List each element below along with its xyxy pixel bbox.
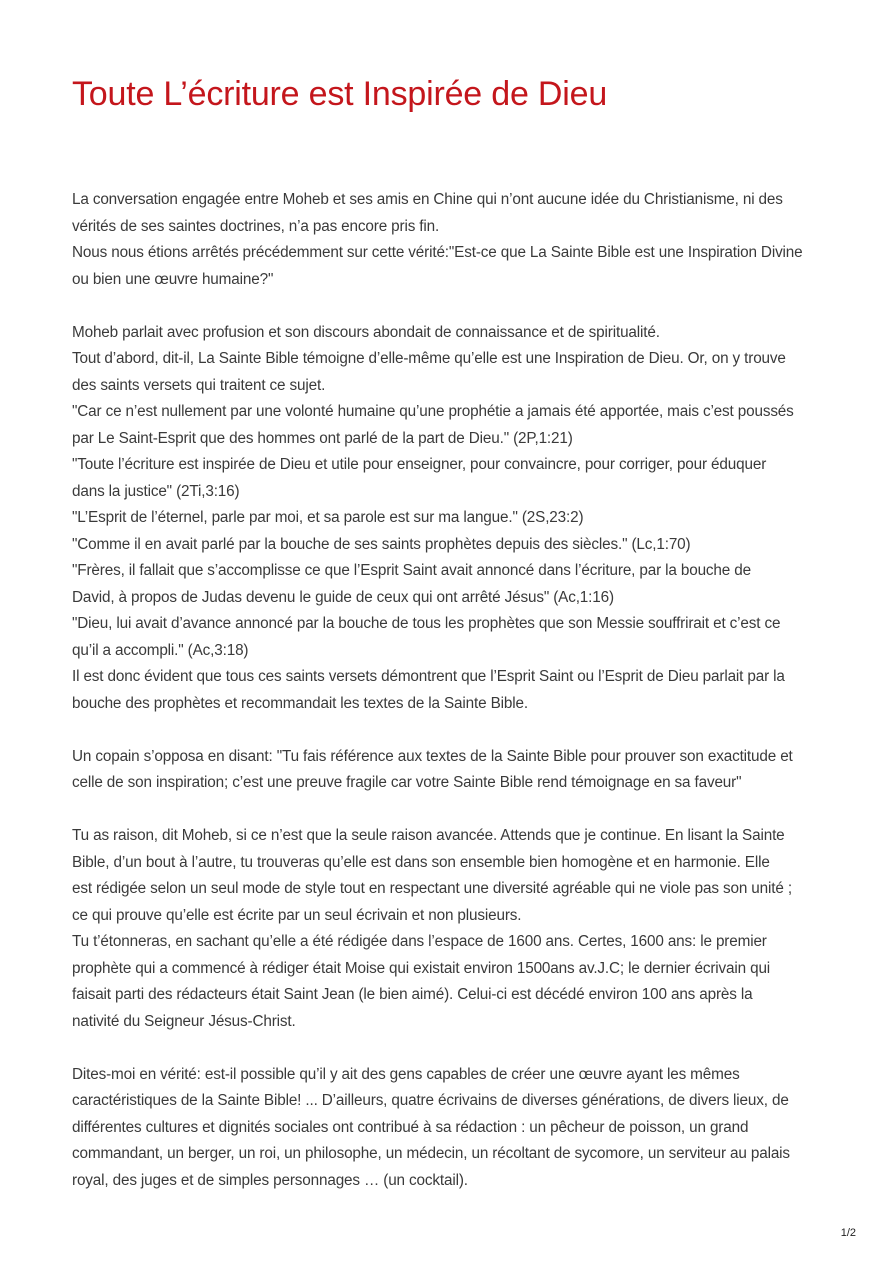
text-line: "Frères, il fallait que s’accomplisse ce que l’Esprit Saint avait annoncé dans l’écriture, par la bouche de <box>72 562 751 579</box>
paragraph <box>72 320 838 718</box>
paragraph <box>72 744 838 797</box>
text-line: Nous nous étions arrêtés précédemment sur cette vérité:"Est-ce que La Sainte Bible est une Inspiration Divine <box>72 244 803 261</box>
text-line: vérités de ses saintes doctrines, n’a pas encore pris fin. <box>72 217 440 235</box>
text-line: commandant, un berger, un roi, un philosophe, un médecin, un récoltant de sycomore, un serviteur au palais <box>72 1145 790 1162</box>
page-title: Toute L’écriture est Inspirée de Dieu <box>72 75 608 113</box>
text-line: David, à propos de Judas devenu le guide de ceux qui ont arrêté Jésus" (Ac,1:16) <box>72 588 614 606</box>
text-line: Tu t’étonneras, en sachant qu’elle a été rédigée dans l’espace de 1600 ans. Certes, 1600 ans: le premier <box>72 933 767 950</box>
text-line: "Dieu, lui avait d’avance annoncé par la bouche de tous les prophètes que son Messie souffrirait et c’est ce <box>72 615 781 632</box>
text-line: royal, des juges et de simples personnages … (un cocktail). <box>72 1171 468 1189</box>
text-line: Dites-moi en vérité: est-il possible qu’il y ait des gens capables de créer une œuvre ayant les mêmes <box>72 1065 740 1083</box>
text-line: prophète qui a commencé à rédiger était Moise qui existait environ 1500ans av.J.C; le dernier écrivain qui <box>72 959 771 977</box>
paragraph <box>72 823 838 1035</box>
text-line: Un copain s’opposa en disant: "Tu fais référence aux textes de la Sainte Bible pour prouver son exactitude et <box>72 747 793 765</box>
text-line: ce qui prouve qu’elle est écrite par un seul écrivain et non plusieurs. <box>72 906 522 924</box>
text-line: des saints versets qui traitent ce sujet. <box>72 376 326 394</box>
text-line: différentes cultures et dignités sociales ont contribué à sa rédaction : un pêcheur de poisson, un grand <box>72 1118 749 1136</box>
text-line: par Le Saint-Esprit que des hommes ont parlé de la part de Dieu." (2P,1:21) <box>72 429 573 447</box>
text-line: "L’Esprit de l’éternel, parle par moi, et sa parole est sur ma langue." (2S,23:2) <box>72 509 584 526</box>
text-line: est rédigée selon un seul mode de style tout en respectant une diversité agréable qui ne viole pas son unité ; <box>72 880 792 897</box>
text-line: ou bien une œuvre humaine?" <box>72 270 274 288</box>
text-line: bouche des prophètes et recommandait les textes de la Sainte Bible. <box>72 694 528 712</box>
text-line: Tout d’abord, dit-il, La Sainte Bible témoigne d’elle-même qu’elle est une Inspiration de Dieu. Or, on y trouve <box>72 350 786 367</box>
text-line: La conversation engagée entre Moheb et ses amis en Chine qui n’ont aucune idée du Christianisme, ni des <box>72 191 783 208</box>
text-line: qu’il a accompli." (Ac,3:18) <box>72 641 249 659</box>
page-number: 1/2 <box>840 1227 856 1239</box>
text-line: caractéristiques de la Sainte Bible! ... D’ailleurs, quatre écrivains de diverses générations, de divers lieux, de <box>72 1092 789 1109</box>
paragraph <box>72 1062 838 1195</box>
text-line: "Car ce n’est nullement par une volonté humaine qu’une prophétie a jamais été apportée, mais c’est poussés <box>72 403 794 420</box>
paragraph <box>72 187 838 293</box>
text-line: "Toute l’écriture est inspirée de Dieu et utile pour enseigner, pour convaincre, pour corriger, pour éduquer <box>72 456 767 473</box>
text-line: Il est donc évident que tous ces saints versets démontrent que l’Esprit Saint ou l’Esprit de Dieu parlait par la <box>72 668 785 685</box>
text-line: Bible, d’un bout à l’autre, tu trouveras qu’elle est dans son ensemble bien homogène et en harmonie. Elle <box>72 853 770 871</box>
article-body <box>72 187 838 1221</box>
text-line: nativité du Seigneur Jésus-Christ. <box>72 1012 296 1030</box>
text-line: celle de son inspiration; c’est une preuve fragile car votre Sainte Bible rend témoignage en sa faveur" <box>72 774 742 791</box>
text-line: Tu as raison, dit Moheb, si ce n’est que la seule raison avancée. Attends que je continue. En lisant la Sainte <box>72 827 785 844</box>
text-line: faisait parti des rédacteurs était Saint Jean (le bien aimé). Celui-ci est décédé environ 100 ans après la <box>72 986 753 1003</box>
text-line: "Comme il en avait parlé par la bouche de ses saints prophètes depuis des siècles." (Lc,1:70) <box>72 535 691 553</box>
text-line: Moheb parlait avec profusion et son discours abondait de connaissance et de spiritualité. <box>72 323 660 341</box>
text-line: dans la justice" (2Ti,3:16) <box>72 482 240 500</box>
